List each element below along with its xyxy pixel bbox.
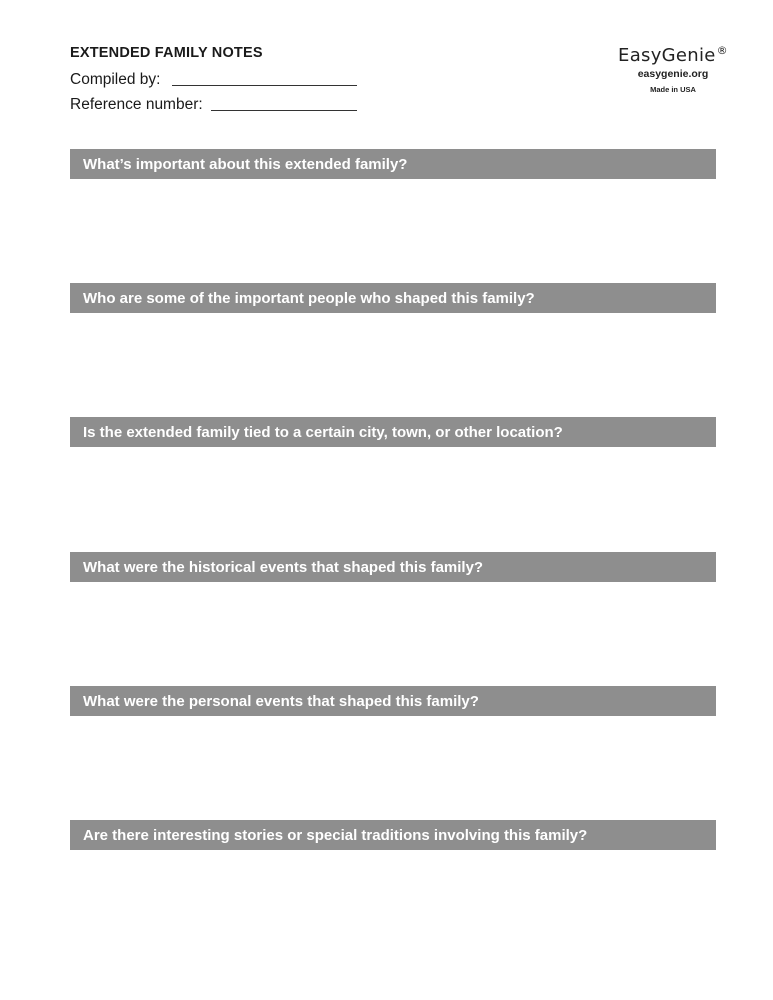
answer-area-stories-traditions[interactable]: [70, 853, 716, 951]
brand-name: EasyGenie: [618, 45, 716, 66]
answer-area-importance[interactable]: [70, 182, 716, 280]
section-header-historical-events: [70, 552, 716, 582]
brand-block: [613, 44, 733, 94]
reference-number-row: [70, 96, 357, 114]
section-question: What’s important about this extended family?: [83, 155, 408, 173]
made-in-usa: Made in USA: [650, 85, 696, 94]
section-header-importance: [70, 149, 716, 179]
brand-logo: [613, 44, 733, 66]
brand-url: easygenie.org: [637, 68, 709, 80]
section-question: Who are some of the important people who shaped this family?: [83, 289, 535, 307]
registered-trademark: ®: [716, 44, 728, 57]
section-header-personal-events: [70, 686, 716, 716]
compiled-by-row: [70, 71, 357, 89]
answer-area-important-people[interactable]: [70, 316, 716, 414]
answer-area-location[interactable]: [70, 450, 716, 548]
section-question: Are there interesting stories or special traditions involving this family?: [83, 826, 588, 844]
answer-area-personal-events[interactable]: [70, 719, 716, 817]
section-question: Is the extended family tied to a certain city, town, or other location?: [83, 423, 563, 441]
compiled-by-label: Compiled by:: [70, 71, 161, 88]
reference-number-field[interactable]: [211, 96, 357, 111]
section-header-location: [70, 417, 716, 447]
section-question: What were the historical events that shaped this family?: [83, 558, 484, 576]
compiled-by-field[interactable]: [172, 71, 357, 86]
answer-area-historical-events[interactable]: [70, 585, 716, 683]
section-header-stories-traditions: [70, 820, 716, 850]
section-header-important-people: [70, 283, 716, 313]
section-question: What were the personal events that shaped this family?: [83, 692, 479, 710]
document-title: EXTENDED FAMILY NOTES: [70, 45, 263, 61]
reference-number-label: Reference number:: [70, 96, 203, 113]
